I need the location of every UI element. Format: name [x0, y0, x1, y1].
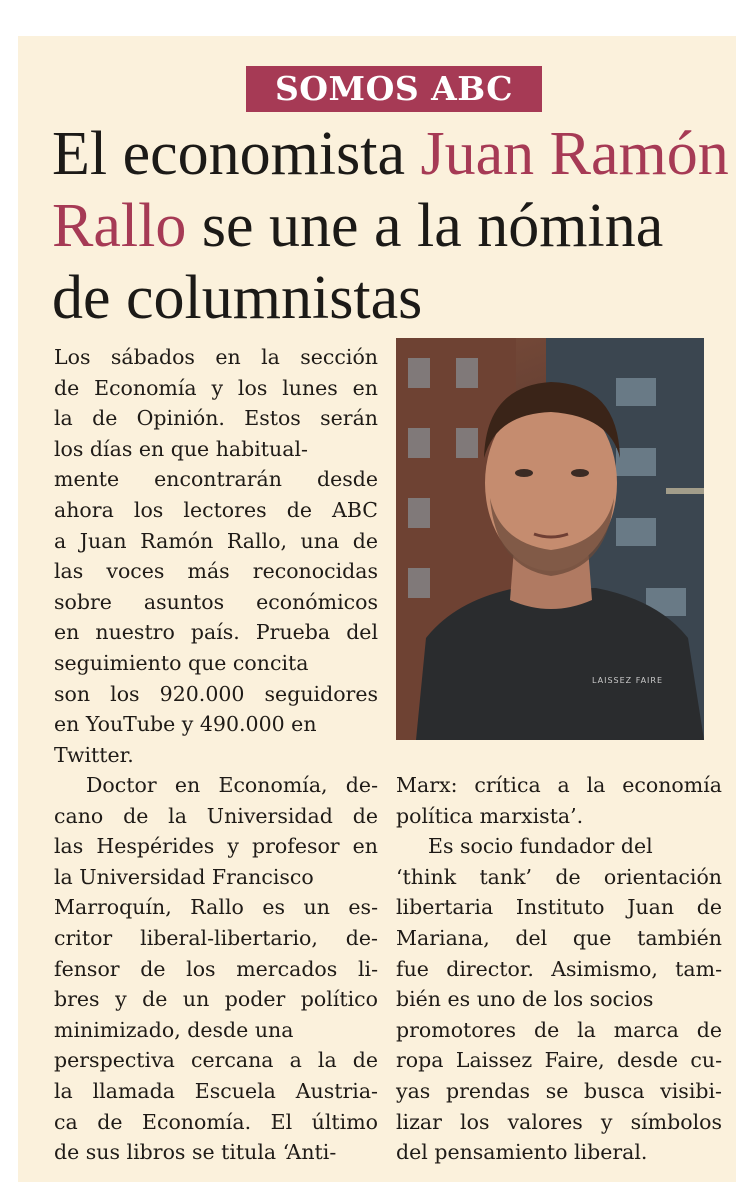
text-line: bres y de un poder político: [54, 987, 378, 1012]
text-line: las Hespérides y profesor en: [54, 834, 378, 859]
text-line: ‘think tank’ de orientación: [396, 864, 722, 889]
text-line: Los sábados en la sección: [54, 345, 378, 369]
portrait-photo: [396, 338, 704, 740]
paragraph-intro: [54, 342, 378, 770]
text-line: en nuestro país. Prueba del: [54, 620, 378, 645]
headline-part1: El economista: [52, 120, 421, 188]
text-line: la llamada Escuela Austria-: [54, 1078, 378, 1103]
text-line: de sus libros se titula ‘Anti-: [54, 1140, 337, 1165]
text-line: Marroquín, Rallo es un es-: [54, 895, 378, 920]
text-line: lizar los valores y símbolos: [396, 1109, 722, 1134]
text-line: mente encontrarán desde: [54, 467, 378, 492]
text-line: perspectiva cercana a la de: [54, 1048, 378, 1073]
newspaper-clipping: [18, 36, 736, 1182]
text-line: los días en que habitual-: [54, 436, 308, 461]
text-line: ropa Laissez Faire, desde cu-: [396, 1048, 722, 1073]
text-line: de Economía y los lunes en: [54, 375, 378, 400]
text-line: seguimiento que concita: [54, 650, 309, 675]
paragraph-bio-continued: [396, 770, 722, 831]
section-kicker: SOMOS ABC: [246, 66, 542, 112]
article-column-right-bottom: [396, 770, 722, 1168]
text-line: fensor de los mercados li-: [54, 956, 378, 981]
text-line: las voces más reconocidas: [54, 559, 378, 584]
text-line: ca de Economía. El último: [54, 1109, 378, 1134]
text-line: ahora los lectores de ABC: [54, 497, 378, 522]
text-line: la Universidad Francisco: [54, 864, 314, 889]
text-line: en YouTube y 490.000 en: [54, 712, 317, 737]
text-line: la de Opinión. Estos serán: [54, 406, 378, 431]
text-line: Marx: crítica a la economía: [396, 773, 722, 797]
text-line: son los 920.000 seguidores: [54, 681, 378, 706]
text-line: a Juan Ramón Rallo, una de: [54, 528, 378, 553]
headline-part2: se une a la nómina de columnistas: [52, 192, 664, 332]
text-line: minimizado, desde una: [54, 1017, 294, 1042]
article-column-left-top: [54, 342, 378, 770]
text-line: Twitter.: [54, 742, 134, 767]
paragraph-founder: [396, 831, 722, 1168]
text-line: fue director. Asimismo, tam-: [396, 956, 722, 981]
text-line: yas prendas se busca visibi-: [396, 1078, 722, 1103]
article-column-left-bottom: [54, 770, 378, 1168]
shirt-logo-text: LAISSEZ FAIRE: [592, 676, 664, 685]
paragraph-bio: [54, 770, 378, 1168]
text-line: promotores de la marca de: [396, 1017, 722, 1042]
text-line: critor liberal-libertario, de-: [54, 925, 378, 950]
text-line: cano de la Universidad de: [54, 803, 378, 828]
text-line: Doctor en Economía, de-: [86, 773, 378, 797]
text-line: Mariana, del que también: [396, 925, 722, 950]
headline: [52, 118, 732, 334]
text-line: libertaria Instituto Juan de: [396, 895, 722, 920]
text-line: política marxista’.: [396, 803, 584, 828]
text-line: sobre asuntos económicos: [54, 589, 378, 614]
text-line: del pensamiento liberal.: [396, 1140, 648, 1165]
text-line: bién es uno de los socios: [396, 987, 654, 1012]
headline-name: Juan Ramón Rallo: [52, 120, 729, 260]
text-line: Es socio fundador del: [428, 834, 653, 859]
